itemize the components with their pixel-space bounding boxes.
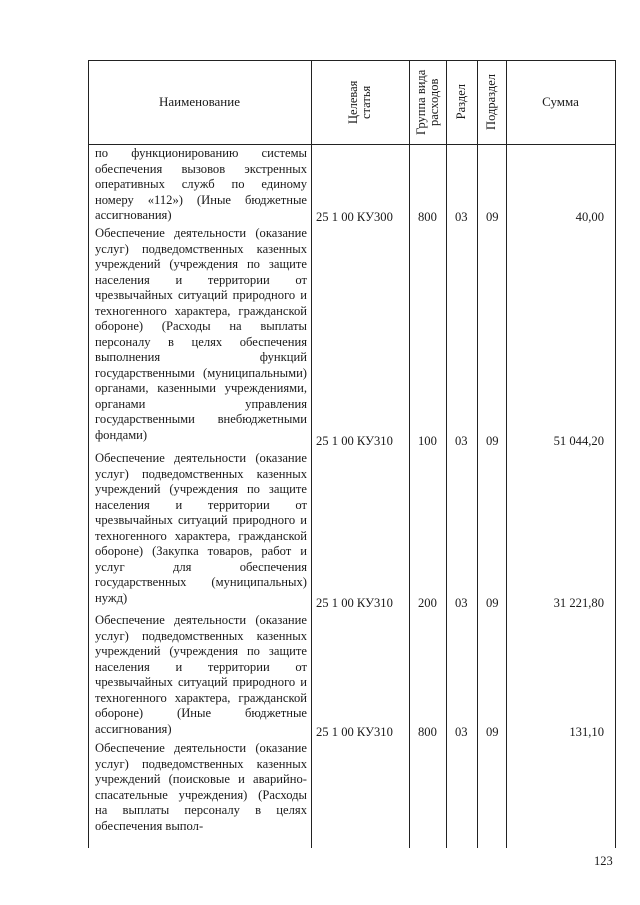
header-amount	[506, 60, 615, 144]
row-target-article: 25 1 00 КУ310	[316, 434, 393, 448]
row-target-article: 25 1 00 КУ310	[316, 596, 393, 610]
row-section: 03	[455, 434, 468, 448]
row-description: Обеспечение деятельности (оказание услуг) подведомственных казенных учреждений (учреждения по защите населения и территории от чрезвычайных ситуаций природного и техногенного характера, гражданской обороне) (Расходы на выплаты персоналу в целях обеспечения выполнения функций государственными (муниципальными) органами, казенными учреждениями, органами управления государственными внебюджетными фондами)	[95, 226, 307, 442]
column-divider	[409, 60, 410, 848]
header-section	[446, 60, 477, 144]
row-subsection: 09	[486, 596, 499, 610]
row-amount: 51 044,20	[553, 434, 604, 448]
header-name-label: Наименование	[159, 94, 240, 109]
row-subsection: 09	[486, 210, 499, 224]
column-divider	[311, 60, 312, 848]
header-expense-group-label: Группа вида расходов	[413, 69, 441, 135]
row-amount: 131,10	[569, 725, 604, 739]
row-section: 03	[455, 725, 468, 739]
header-target-article-label: Целевая статья	[346, 80, 373, 124]
column-divider	[446, 60, 447, 848]
page-number: 123	[594, 854, 613, 868]
column-divider	[506, 60, 507, 848]
header-subsection	[477, 60, 506, 144]
row-subsection: 09	[486, 725, 499, 739]
row-target-article: 25 1 00 КУ310	[316, 725, 393, 739]
header-subsection-label: Подраздел	[484, 74, 498, 130]
header-target-article	[311, 60, 409, 144]
header-section-label: Раздел	[454, 84, 468, 120]
table-border-left	[88, 60, 89, 848]
row-section: 03	[455, 596, 468, 610]
header-name	[88, 60, 311, 144]
row-expense-group: 100	[418, 434, 437, 448]
row-description: Обеспечение деятельности (оказание услуг) подведомственных казенных учреждений (учреждения по защите населения и территории от чрезвычайных ситуаций природного и техногенного характера, гражданской обороне) (Закупка товаров, работ и услуг для обеспечения государственных (муниципальных) нужд)	[95, 451, 307, 605]
row-description: Обеспечение деятельности (оказание услуг) подведомственных казенных учреждений (поисковые и аварийно-спасательные учреждения) (Расходы на выплаты персоналу в целях обеспечения выпол-	[95, 741, 307, 833]
header-amount-label: Сумма	[542, 94, 579, 109]
row-description: по функционированию системы обеспечения вызовов экстренных оперативных служб по единому номеру «112») (Иные бюджетные ассигнования)	[95, 146, 307, 222]
row-expense-group: 800	[418, 210, 437, 224]
row-target-article: 25 1 00 КУ300	[316, 210, 393, 224]
row-expense-group: 800	[418, 725, 437, 739]
row-expense-group: 200	[418, 596, 437, 610]
table-border-right	[615, 60, 616, 848]
column-divider	[477, 60, 478, 848]
row-subsection: 09	[486, 434, 499, 448]
row-amount: 31 221,80	[553, 596, 604, 610]
row-section: 03	[455, 210, 468, 224]
row-amount: 40,00	[575, 210, 604, 224]
row-description: Обеспечение деятельности (оказание услуг) подведомственных казенных учреждений (учреждения по защите населения и территории от чрезвычайных ситуаций природного и техногенного характера, гражданской обороне) (Иные бюджетные ассигнования)	[95, 613, 307, 736]
header-expense-group	[409, 60, 446, 144]
header-divider	[88, 144, 616, 145]
